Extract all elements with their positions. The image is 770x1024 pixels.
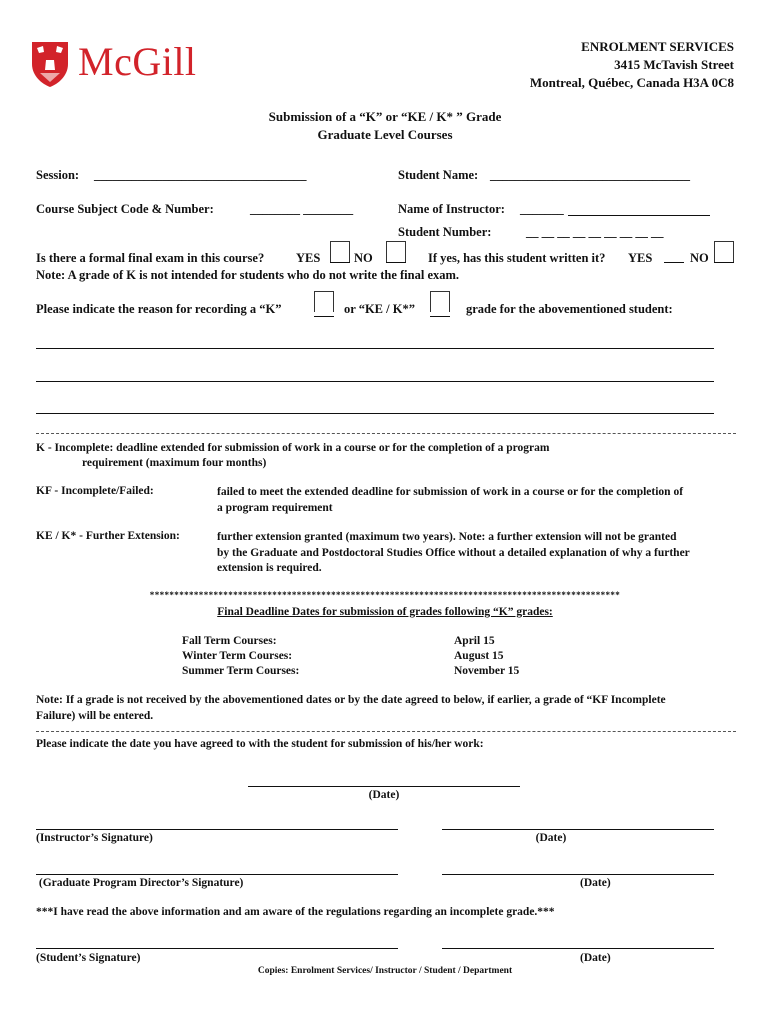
k-definition: [36, 440, 549, 456]
student-number-field[interactable]: __ __ __ __ __ __ __ __ __: [526, 225, 664, 239]
ke-underline: [430, 316, 450, 317]
grade-note-line-2: Failure) will be entered.: [36, 710, 154, 722]
instructor-field[interactable]: _______: [520, 202, 564, 216]
agreed-date-line[interactable]: [248, 786, 520, 787]
form-title: [0, 108, 770, 144]
student-date-label: (Date): [580, 952, 611, 964]
exam-no-underline: [386, 262, 406, 263]
summer-term-date: November 15: [454, 665, 520, 677]
kf-text-1: failed to meet the extended deadline for submission of work in a course or for the completion of: [217, 486, 684, 498]
street-address: 3415 McTavish Street: [614, 57, 734, 72]
instructor-label: Name of Instructor:: [398, 202, 505, 216]
mcgill-logo: [30, 40, 230, 90]
course-label: Course Subject Code & Number:: [36, 202, 214, 216]
kf-term: KF - Incomplete/Failed:: [36, 485, 154, 497]
written-no-label: NO: [690, 251, 709, 265]
instructor-line: [568, 215, 710, 216]
city-address: Montreal, Québec, Canada H3A 0C8: [529, 75, 734, 90]
ke-checkbox[interactable]: [430, 291, 450, 312]
k-underline: [314, 316, 334, 317]
winter-term-date: August 15: [454, 650, 504, 662]
written-no-underline: [714, 262, 734, 263]
shield-icon: [30, 40, 70, 88]
star-divider: ************************************************************************************************: [149, 590, 621, 600]
exam-no-checkbox[interactable]: [386, 241, 406, 262]
k-text: deadline extended for submission of work in a course or for the completion of a program: [116, 442, 550, 454]
k-checkbox[interactable]: [314, 291, 334, 312]
ke-term: KE / K* - Further Extension:: [36, 530, 180, 542]
session-field[interactable]: __________________________________: [94, 168, 307, 182]
kf-text-2: a program requirement: [217, 501, 333, 514]
exam-yes-checkbox[interactable]: [330, 241, 350, 262]
ke-text-2: by the Graduate and Postdoctoral Studies Office without a detailed explanation of why a further: [217, 546, 690, 559]
title-line-2: Graduate Level Courses: [317, 127, 453, 142]
k-text-2: requirement (maximum four months): [82, 457, 267, 469]
office-name: ENROLMENT SERVICES: [581, 39, 734, 54]
grade-note: [36, 692, 746, 724]
student-signature-label: (Student’s Signature): [36, 952, 141, 964]
ke-text: [217, 530, 737, 577]
k-term: K - Incomplete:: [36, 442, 114, 454]
address-block: [530, 38, 734, 92]
summer-term-label: Summer Term Courses:: [182, 665, 300, 677]
logo-wordmark: McGill: [78, 39, 197, 84]
exam-no-label: NO: [354, 251, 373, 265]
winter-term-label: Winter Term Courses:: [182, 650, 293, 662]
agreed-prompt: Please indicate the date you have agreed to with the student for submission of his/her work:: [36, 738, 484, 750]
title-line-1: Submission of a “K” or “KE / K* ” Grade: [268, 109, 502, 124]
instructor-date-label: (Date): [535, 832, 567, 844]
reason-suffix: grade for the abovementioned student:: [466, 302, 673, 316]
exam-yes-underline: [330, 262, 350, 263]
fall-term-label: Fall Term Courses:: [182, 635, 277, 647]
director-date-line[interactable]: [442, 874, 714, 875]
written-yes-label: YES: [628, 251, 653, 265]
reason-line-2[interactable]: [36, 381, 714, 382]
instructor-signature-line[interactable]: [36, 829, 398, 830]
divider-1: [36, 433, 736, 434]
reason-prefix: Please indicate the reason for recording a “K”: [36, 302, 282, 316]
agreed-date-label: (Date): [368, 789, 400, 801]
exam-note: Note: A grade of K is not intended for students who do not write the final exam.: [36, 268, 460, 282]
director-signature-label: (Graduate Program Director’s Signature): [36, 877, 244, 889]
course-field[interactable]: ________ ________: [250, 202, 354, 216]
fall-term-date: April 15: [454, 635, 495, 647]
director-date-label: (Date): [580, 877, 611, 889]
reason-or: or “KE / K*”: [344, 302, 415, 316]
student-signature-line[interactable]: [36, 948, 398, 949]
student-name-label: Student Name:: [398, 168, 479, 182]
instructor-date-line[interactable]: [442, 829, 714, 830]
reason-line-3[interactable]: [36, 413, 714, 414]
grade-note-line-1: Note: If a grade is not received by the abovementioned dates or by the date agreed to below, if earlier, a grade of “KF Incomplete: [36, 694, 666, 706]
student-date-line[interactable]: [442, 948, 714, 949]
deadlines-terms: [182, 634, 299, 679]
copies-footer: Copies: Enrolment Services/ Instructor / Student / Department: [257, 966, 513, 976]
reason-line-1[interactable]: [36, 348, 714, 349]
ke-text-1: further extension granted (maximum two years). Note: a further extension will not be granted: [217, 531, 677, 543]
ke-text-3: extension is required.: [217, 562, 322, 574]
divider-2: [36, 731, 736, 732]
kf-text: [217, 485, 737, 516]
written-question: If yes, has this student written it?: [428, 251, 606, 265]
acknowledgement: ***I have read the above information and am aware of the regulations regarding an incomplete grade.***: [36, 906, 555, 918]
written-no-checkbox[interactable]: [714, 241, 734, 262]
student-name-field[interactable]: ________________________________: [490, 168, 690, 182]
deadlines-heading: Final Deadline Dates for submission of grades following “K” grades:: [217, 606, 553, 618]
exam-yes-label: YES: [296, 251, 321, 265]
director-signature-line[interactable]: [36, 874, 398, 875]
instructor-signature-label: (Instructor’s Signature): [36, 832, 153, 844]
deadlines-dates: [454, 634, 519, 679]
session-label: Session:: [36, 168, 80, 182]
exam-question: Is there a formal final exam in this course?: [36, 251, 265, 265]
written-yes-underline[interactable]: [664, 262, 684, 263]
student-number-label: Student Number:: [398, 225, 492, 239]
